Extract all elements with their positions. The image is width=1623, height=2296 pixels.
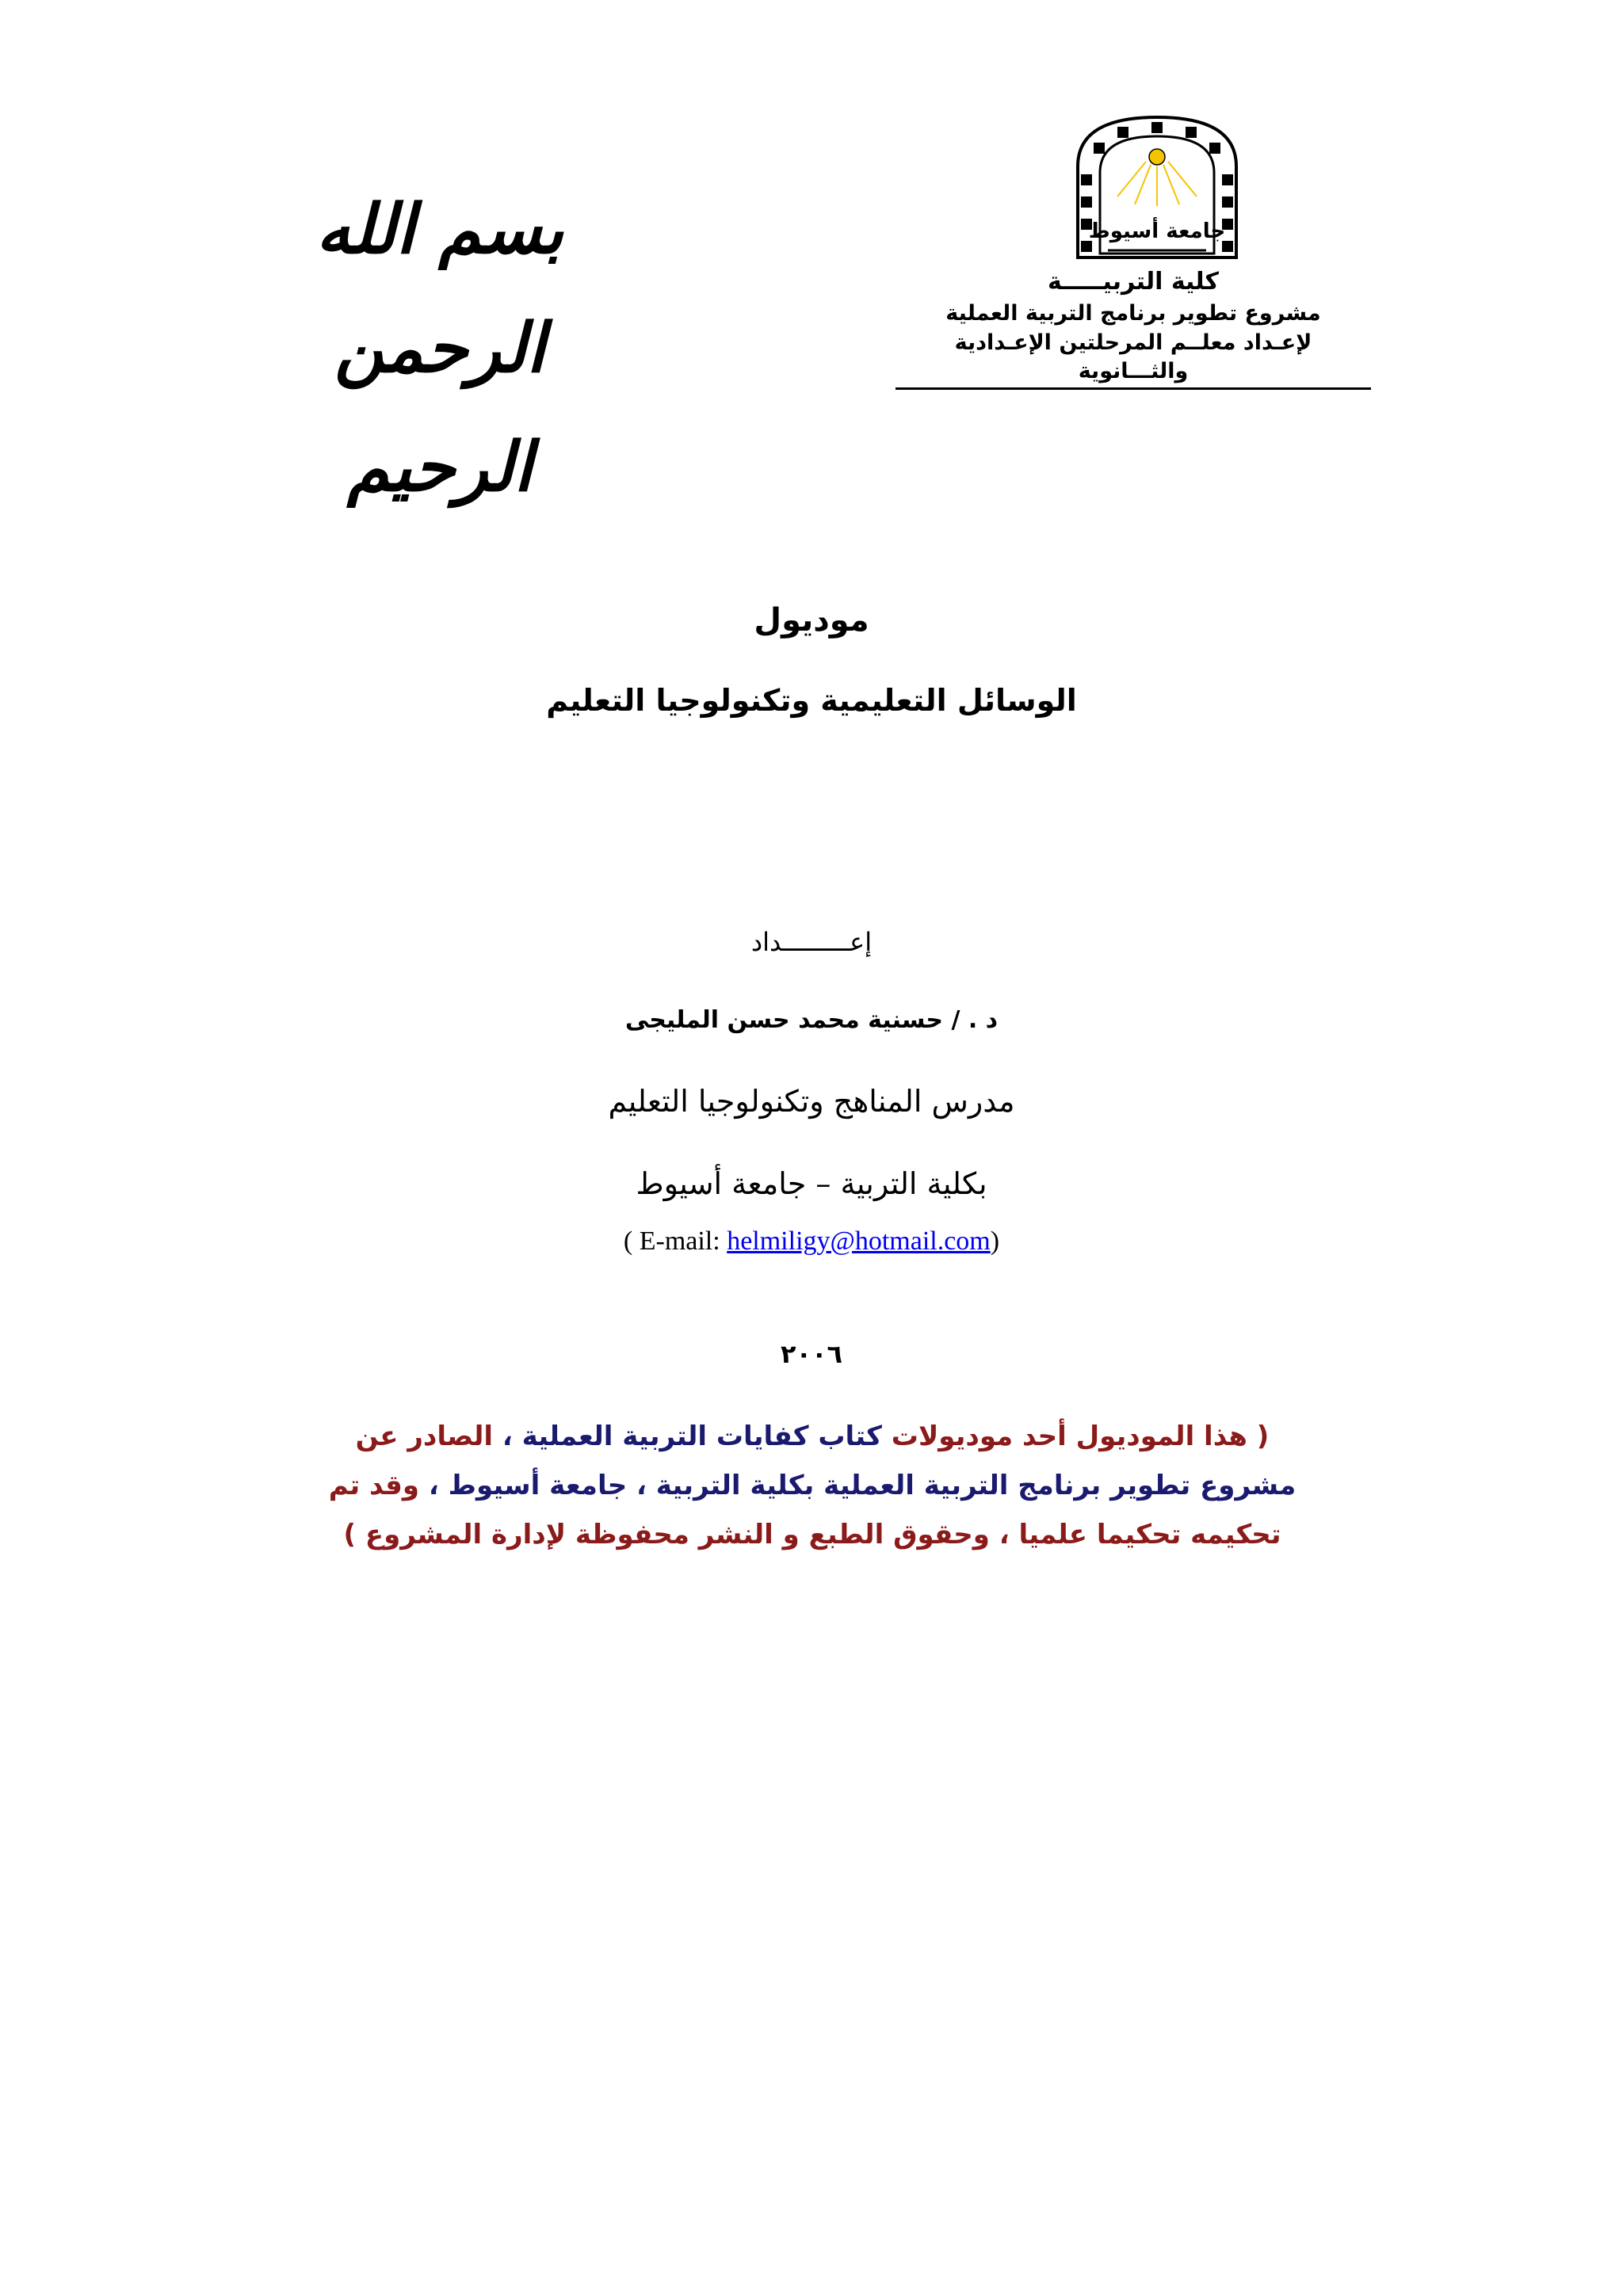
author-name: د . / حسنية محمد حسن المليجى bbox=[624, 1006, 999, 1034]
email-prefix: ( E-mail: bbox=[623, 1226, 727, 1256]
faculty-name: كلية التربيـــــة bbox=[1047, 268, 1219, 296]
module-label: موديول bbox=[754, 602, 869, 639]
basmala-calligraphy: بسم الله الرحمن الرحيم bbox=[315, 189, 564, 507]
email-suffix: ) bbox=[990, 1226, 1000, 1256]
note-segment: وقد تم تحكيمه تحكيما علميا ، وحقوق الطبع و النشر محفوظة لإدارة المشروع ) bbox=[319, 1470, 1281, 1550]
email-link[interactable]: helmiligy@hotmail.com bbox=[727, 1226, 991, 1256]
teacher-preparation-line: لإعـداد معلــم المرحلتين الإعـدادية والثـــانوية bbox=[896, 329, 1371, 390]
email-line bbox=[0, 1226, 1623, 1257]
copyright-note bbox=[317, 1412, 1308, 1559]
institution-header bbox=[896, 265, 1371, 390]
author-position: مدرس المناهج وتكنولوجيا التعليم bbox=[608, 1084, 1015, 1119]
publication-year: ٢٠٠٦ bbox=[780, 1339, 843, 1369]
assiut-university-seal-logo bbox=[1062, 111, 1252, 261]
note-segment: مشروع تطوير برنامج التربية العملية بكلية التربية ، جامعة أسيوط ، bbox=[419, 1470, 1296, 1501]
author-affiliation: بكلية التربية – جامعة أسيوط bbox=[636, 1166, 987, 1201]
note-segment: الصادر عن bbox=[346, 1421, 494, 1452]
note-segment: كتاب كفايات التربية العملية ، bbox=[493, 1421, 882, 1452]
note-segment: ( هذا الموديول أحد موديولات bbox=[881, 1421, 1270, 1452]
project-name: مشروع تطوير برنامج التربية العملية bbox=[945, 301, 1321, 326]
module-title: الوسائل التعليمية وتكنولوجيا التعليم bbox=[546, 683, 1077, 718]
seal-inscription: جامعة أسيوط bbox=[1088, 219, 1226, 243]
prepared-by-label: إعـــــــــداد bbox=[750, 927, 873, 957]
